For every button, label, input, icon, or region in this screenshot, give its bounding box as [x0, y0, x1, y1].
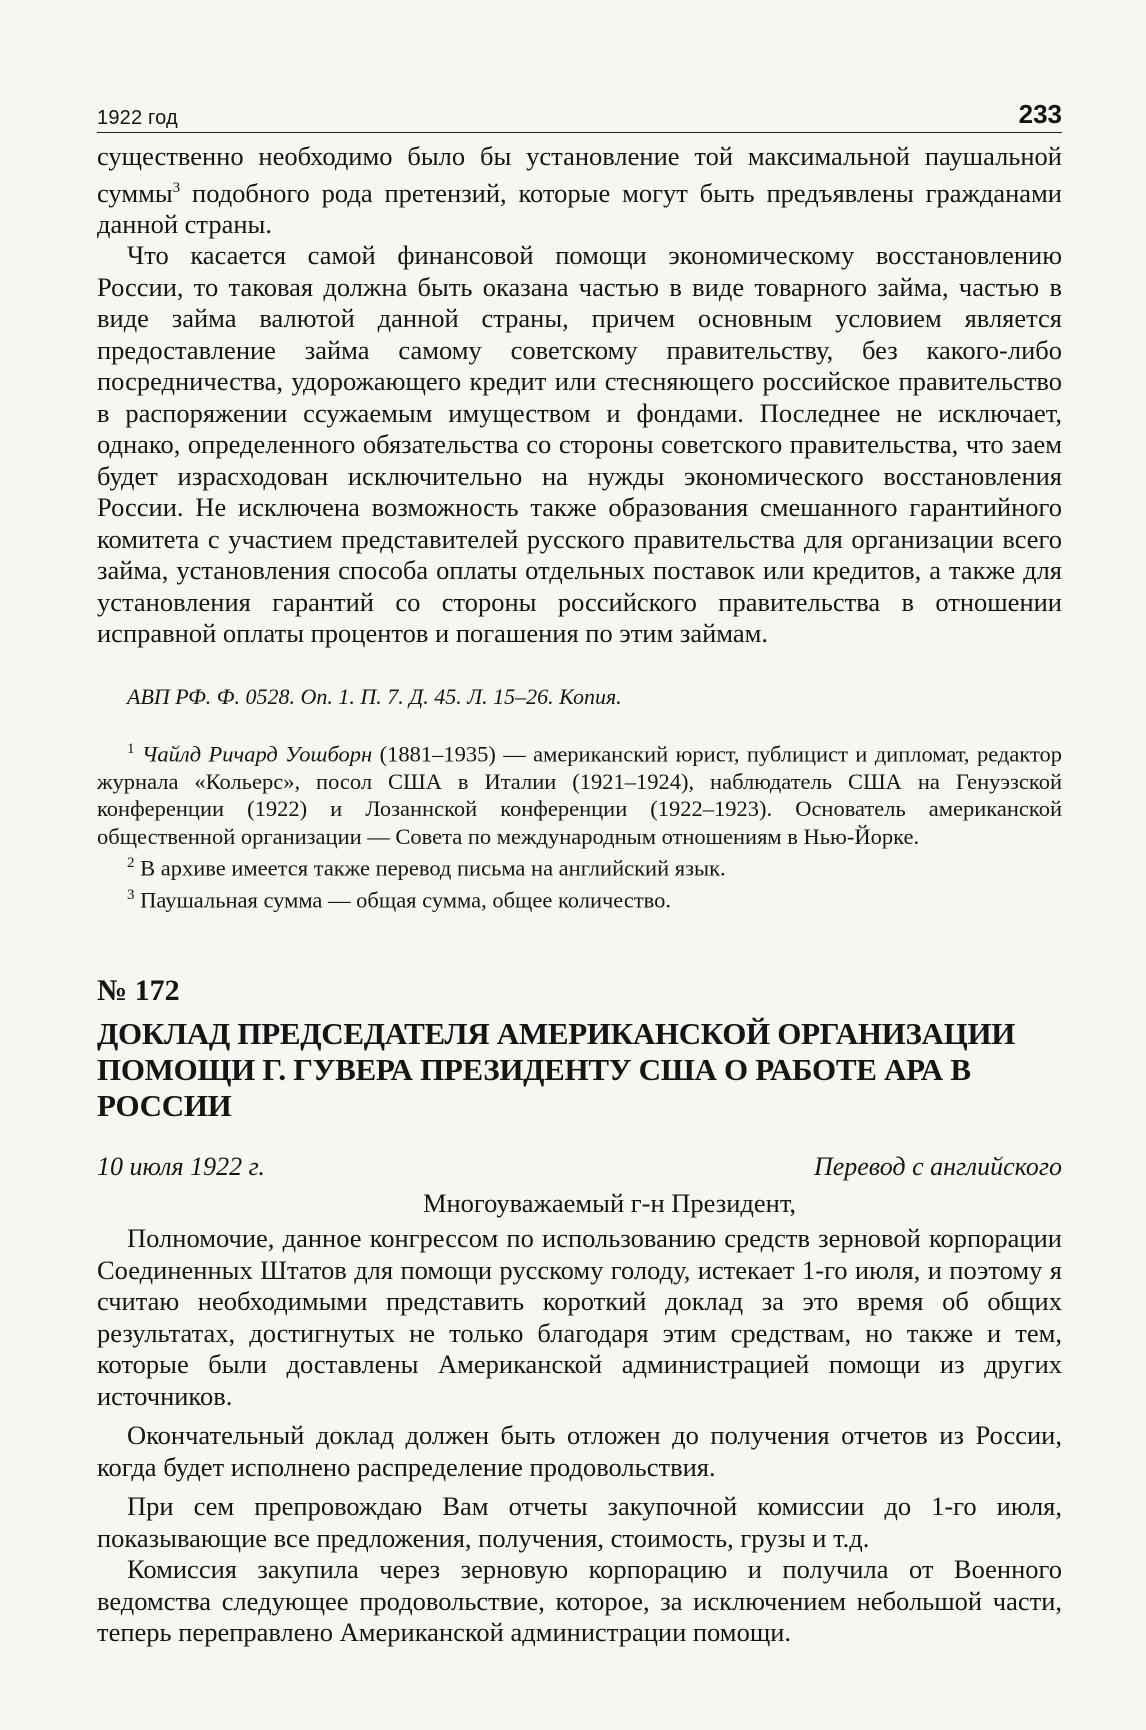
footnote-1: [97, 736, 1062, 851]
header-year: 1922 год: [97, 107, 178, 129]
footnote-ref[interactable]: 3: [172, 179, 181, 196]
report-paragraph: Окончательный доклад должен быть отложен до получения отчетов из России, когда будет исполнено распределение продовольствия.: [97, 1420, 1062, 1482]
footnotes: [97, 736, 1062, 915]
report-paragraph: При сем препровождаю Вам отчеты закупочной комиссии до 1-го июля, показывающие все предложения, получения, стоимость, грузы и т.д.: [97, 1491, 1062, 1553]
footnote-text: В архиве имеется также перевод письма на английский язык.: [140, 855, 726, 881]
footnote-person-name: Чайлд Ричард Уошборн: [141, 741, 373, 767]
translation-note: Перевод с английского: [813, 1152, 1062, 1182]
footnote-text: Паушальная сумма — общая сумма, общее количество.: [140, 887, 672, 913]
paragraph-text: существенно необходимо было бы установление той максимальной паушальной суммы: [97, 141, 1062, 208]
report-paragraph: Комиссия закупила через зерновую корпорацию и получила от Военного ведомства следующее продовольствие, которое, за исключением небольшой части, теперь переправлено Американской администрации помощи.: [97, 1554, 1062, 1648]
footnote-3: [97, 882, 1062, 914]
running-header: [97, 98, 1062, 133]
footnote-2: [97, 850, 1062, 882]
footnote-number: 1: [127, 740, 135, 757]
paragraph-continued: [97, 141, 1062, 240]
report-paragraph: Полномочие, данное конгрессом по использованию средств зерновой корпорации Соединенных Штатов для помощи русскому голоду, истекает 1-го июля, и поэтому я считаю необходимыми представить короткий доклад за это время об общих результатах, достигнутых не только благодаря этим средствам, но также и тем, которые были доставлены Американской администрацией помощи из других источников.: [97, 1223, 1062, 1411]
document-number: № 172: [97, 974, 180, 1008]
document-date: 10 июля 1922 г.: [97, 1152, 265, 1182]
page-number: 233: [1018, 99, 1062, 129]
footnote-text: (1881–1935) — американский юрист, публицист и дипломат, редактор журнала «Кольерс», посол США в Италии (1921–1924), наблюдатель США на Генуэзской конференции (1922) и Лозаннской конференции (1922–1923). Основатель американской общественной организации — Совета по международным отношениям в Нью-Йорке.: [97, 741, 1062, 849]
document-title: ДОКЛАД ПРЕДСЕДАТЕЛЯ АМЕРИКАНСКОЙ ОРГАНИЗАЦИИ ПОМОЩИ Г. ГУВЕРА ПРЕЗИДЕНТУ США О РАБОТЕ АРА В РОССИИ: [97, 1016, 1016, 1124]
footnote-number: 2: [127, 855, 135, 872]
paragraph-text: подобного рода претензий, которые могут быть предъявлены гражданами данной страны.: [97, 177, 1062, 239]
footnote-number: 3: [127, 887, 135, 904]
paragraph-financial-aid: Что касается самой финансовой помощи экономическому восстановлению России, то таковая должна быть оказана частью в виде товарного займа, частью в виде займа валютой данной страны, причем основным условием является предоставление займа самому советскому правительству, без какого-либо посредничества, удорожающего кредит или стесняющего российское правительство в распоряжении ссужаемым имуществом и фондами. Последнее не исключает, однако, определенного обязательства со стороны советского правительства, что заем будет израсходован исключительно на нужды экономического восстановления России. Не исключена возможность также образования смешанного гарантийного комитета с участием представителей русского правительства для организации всего займа, установления способа оплаты отдельных поставок или кредитов, а также для установления гарантий со стороны российского правительства в отношении исправной оплаты процентов и погашения по этим займам.: [97, 240, 1062, 649]
archive-source: АВП РФ. Ф. 0528. Оп. 1. П. 7. Д. 45. Л. 15–26. Копия.: [127, 683, 622, 709]
dateline: [97, 1152, 1062, 1182]
document-page: [97, 98, 1062, 1649]
salutation: Многоуважаемый г-н Президент,: [422, 1188, 797, 1219]
